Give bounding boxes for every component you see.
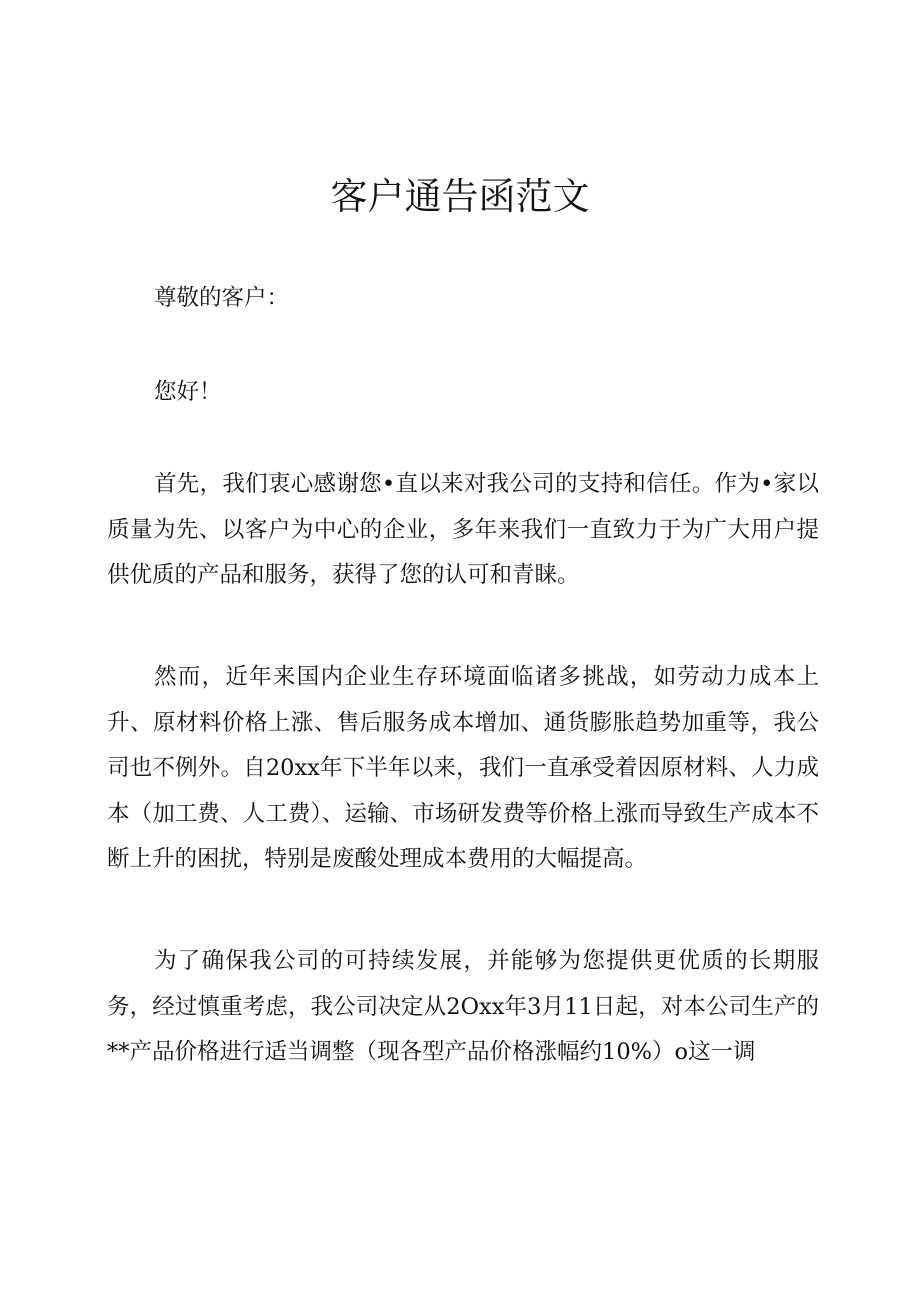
paragraph-price-adjustment: 为了确保我公司的可持续发展，并能够为您提供更优质的长期服务，经过慎重考虑，我公司决定从2Oxx年3月11日起，对本公司生产的**产品价格进行适当调整（现各型产品价格涨幅约10%）o这一调 (107, 948, 819, 1065)
paragraph-challenges: 然而，近年来国内企业生存环境面临诸多挑战，如劳动力成本上升、原材料价格上涨、售后服务成本增加、通货膨胀趋势加重等，我公司也不例外。自20xx年下半年以来，我们一直承受着因原材料、人力成本（加工费、人工费）、运输、市场研发费等价格上涨而导致生产成本不断上升的困扰，特别是废酸处理成本费用的大幅提高。 (107, 664, 819, 872)
salutation: 尊敬的客户： (154, 285, 290, 311)
paragraph-gratitude: 首先，我们衷心感谢您•直以来对我公司的支持和信任。作为•家以质量为先、以客户为中心的企业，多年来我们一直致力于为广大用户提供优质的产品和服务，获得了您的认可和青睐。 (107, 471, 819, 588)
greeting: 您好！ (154, 379, 222, 405)
document-title: 客户通告函范文 (330, 175, 590, 218)
